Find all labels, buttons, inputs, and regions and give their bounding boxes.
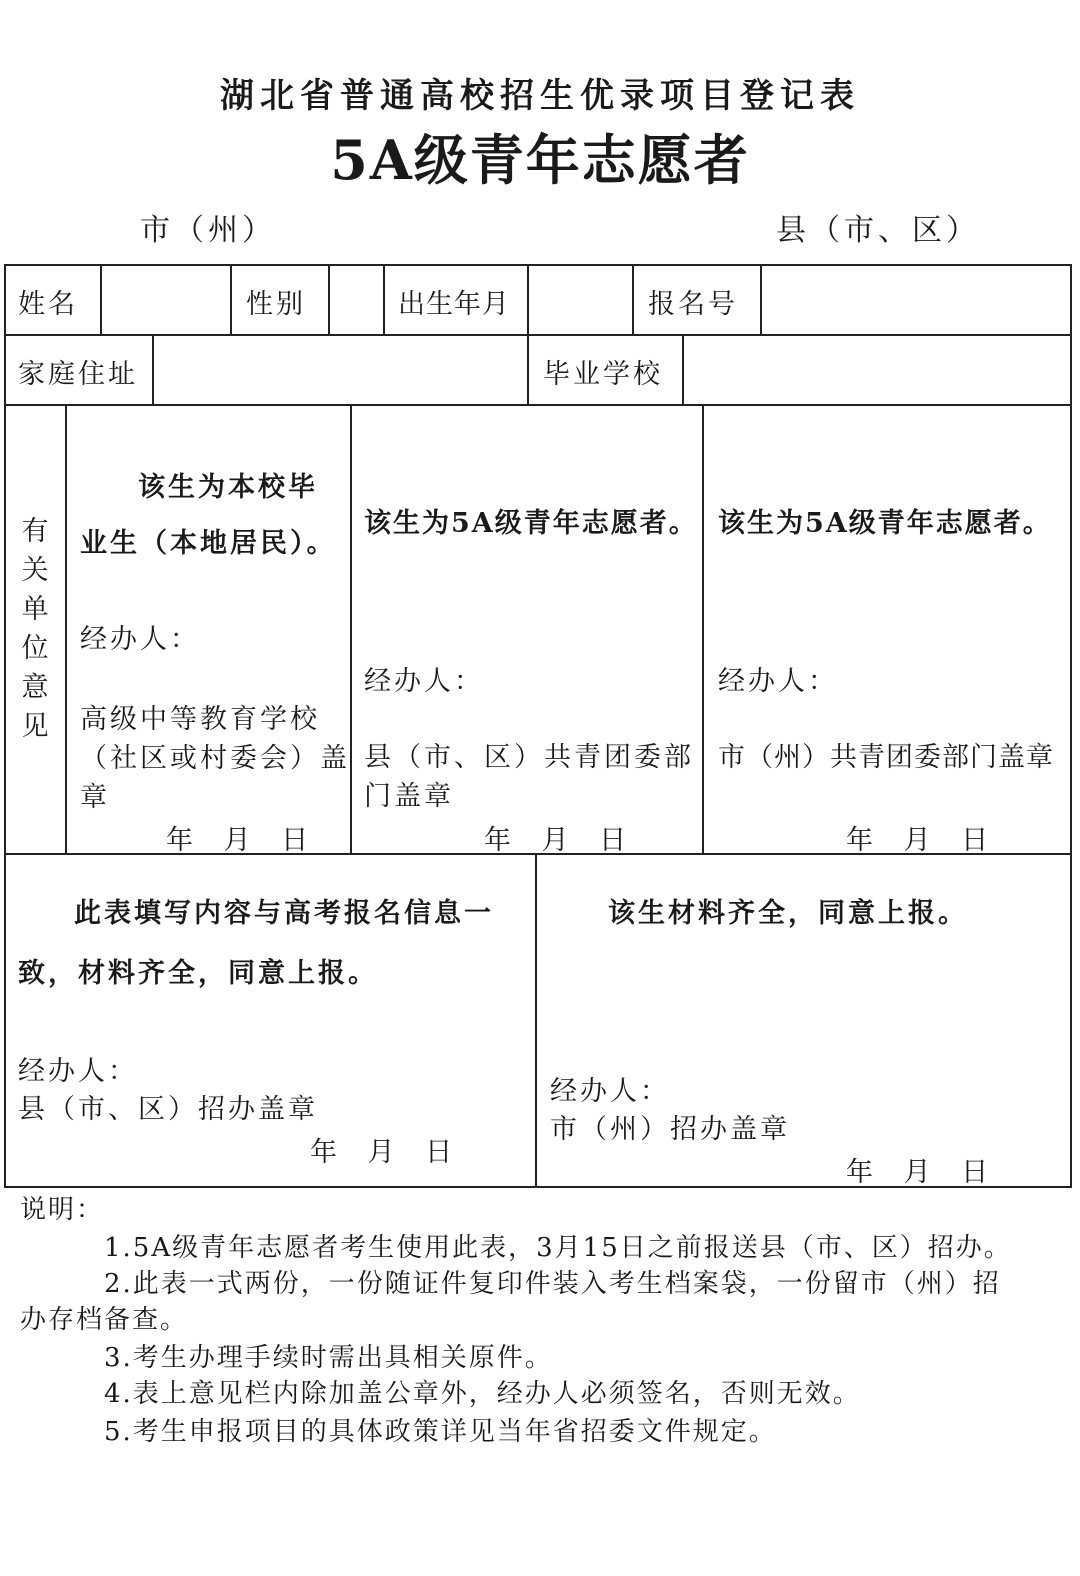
note-item: 2.此表一式两份，一份随证件复印件装入考生档案袋，一份留市（州）招 xyxy=(104,1269,1001,1299)
school-handler-label: 经办人： xyxy=(80,624,200,655)
note-item: 3.考生办理手续时需出具相关原件。 xyxy=(104,1343,553,1373)
gender-field[interactable] xyxy=(330,266,383,334)
birth-label: 出生年月 xyxy=(398,289,510,320)
reg-no-field[interactable] xyxy=(762,266,1070,334)
county-office-seal: 县（市、区）招办盖章 xyxy=(18,1094,318,1125)
school-seal-line3: 章 xyxy=(80,782,110,813)
school-label: 毕业学校 xyxy=(543,359,663,390)
reg-no-label: 报名号 xyxy=(648,289,738,320)
county-youth-seal-line2: 门盖章 xyxy=(364,781,454,812)
note-item: 1.5A级青年志愿者考生使用此表，3月15日之前报送县（市、区）招办。 xyxy=(104,1233,1012,1263)
county-youth-seal-line1: 县（市、区）共青团委部 xyxy=(364,742,694,773)
city-youth-date: 年 月 日 xyxy=(846,825,991,856)
opinions-section-label: 有关单位意见 xyxy=(21,516,49,742)
county-youth-handler-label: 经办人： xyxy=(364,666,484,697)
name-field[interactable] xyxy=(102,266,230,334)
note-item-continued: 办存档备查。 xyxy=(20,1305,189,1335)
school-statement-line1: 该生为本校毕 xyxy=(138,472,318,503)
birth-field[interactable] xyxy=(529,266,632,334)
county-youth-statement: 该生为5A级青年志愿者。 xyxy=(364,508,698,539)
county-office-statement-line2: 致，材料齐全，同意上报。 xyxy=(18,958,378,989)
city-youth-seal-line1: 市（州）共青团委部门盖章 xyxy=(718,742,1054,773)
city-youth-statement: 该生为5A级青年志愿者。 xyxy=(718,508,1052,539)
city-office-date: 年 月 日 xyxy=(846,1157,991,1188)
school-seal-line1: 高级中等教育学校 xyxy=(80,704,320,735)
school-date: 年 月 日 xyxy=(166,825,311,856)
name-label: 姓名 xyxy=(18,289,78,320)
notes-heading: 说明： xyxy=(20,1195,105,1225)
note-item: 4.表上意见栏内除加盖公章外，经办人必须签名，否则无效。 xyxy=(104,1379,861,1409)
county-youth-date: 年 月 日 xyxy=(484,825,629,856)
form-title: 湖北省普通高校招生优录项目登记表 xyxy=(220,76,860,116)
city-office-seal: 市（州）招办盖章 xyxy=(550,1114,790,1145)
city-office-statement: 该生材料齐全，同意上报。 xyxy=(608,898,968,929)
county-office-statement-line1: 此表填写内容与高考报名信息一 xyxy=(74,898,494,929)
city-office-handler-label: 经办人： xyxy=(550,1076,670,1107)
county-office-date: 年 月 日 xyxy=(310,1137,455,1168)
address-field[interactable] xyxy=(154,336,527,404)
form-subtitle: 5A级青年志愿者 xyxy=(330,128,750,192)
county-label: 县（市、区） xyxy=(776,213,980,248)
note-item: 5.考生申报项目的具体政策详见当年省招委文件规定。 xyxy=(104,1417,777,1447)
school-field[interactable] xyxy=(684,336,1070,404)
county-office-handler-label: 经办人： xyxy=(18,1056,138,1087)
city-label: 市（州） xyxy=(140,213,276,248)
city-youth-handler-label: 经办人： xyxy=(718,666,838,697)
school-seal-line2: （社区或村委会）盖 xyxy=(80,743,350,774)
address-label: 家庭住址 xyxy=(18,359,138,390)
gender-label: 性别 xyxy=(246,289,306,320)
school-statement-line2: 业生（本地居民）。 xyxy=(80,528,337,559)
